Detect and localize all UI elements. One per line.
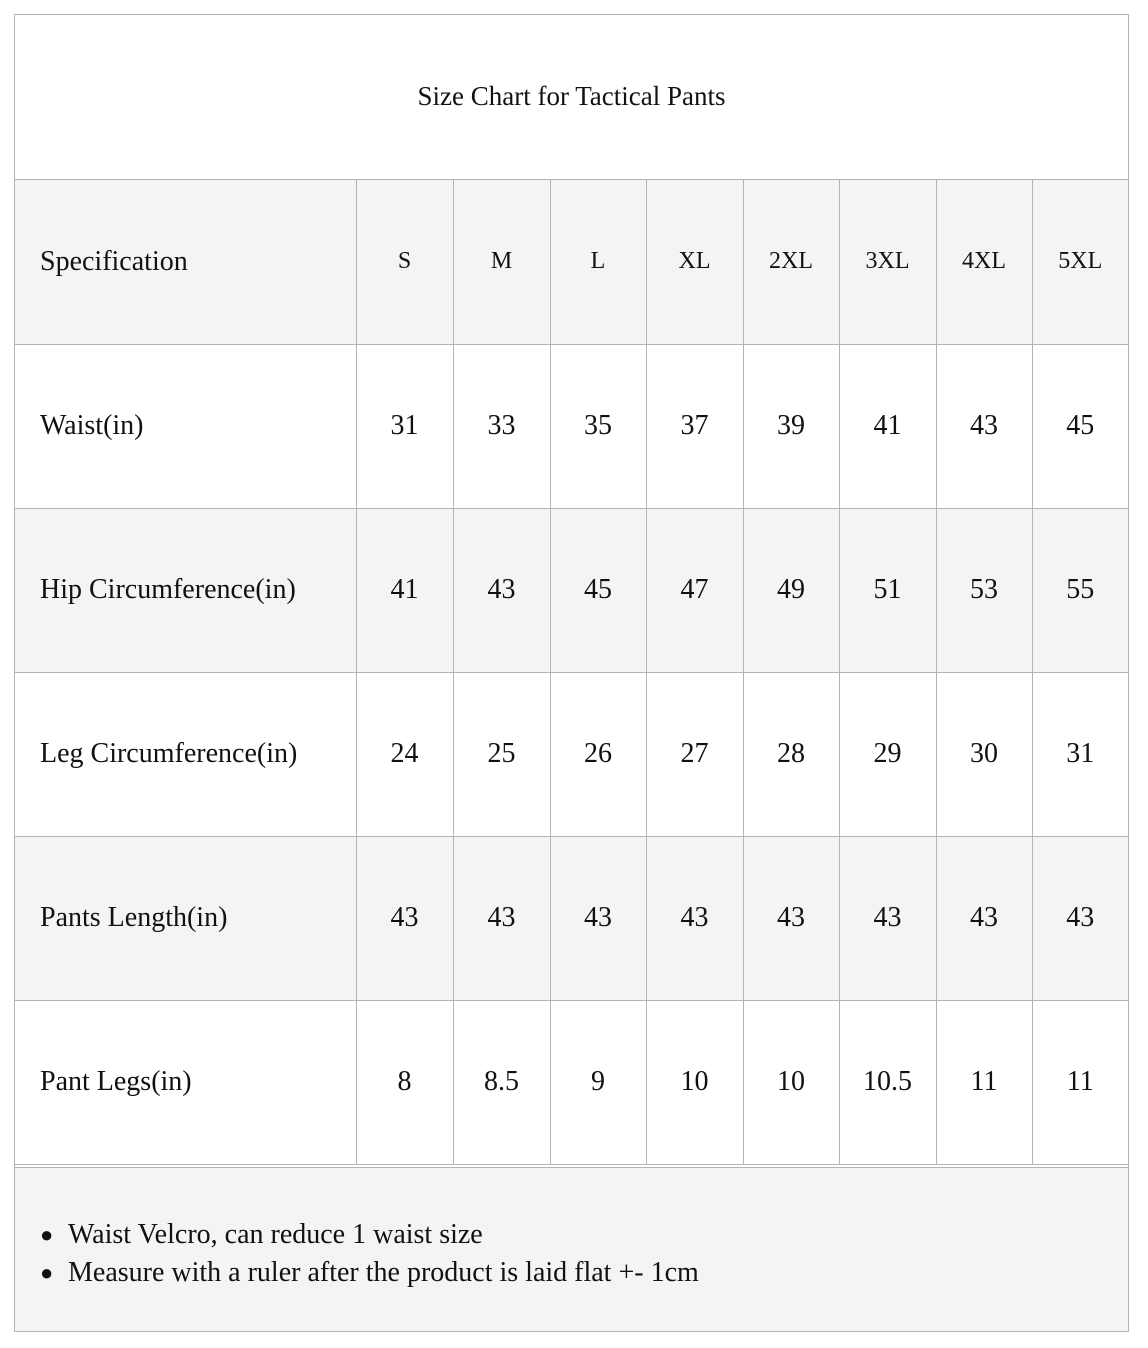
- table-row-pant-legs: [15, 1000, 1128, 1164]
- bullet-icon: ●: [40, 1260, 54, 1285]
- header-size: XL: [646, 180, 743, 344]
- table-cell: 30: [936, 672, 1032, 836]
- table-row-waist: [15, 344, 1128, 508]
- table-cell: 43: [550, 836, 646, 1000]
- table-row-hip: [15, 508, 1128, 672]
- table-cell: 29: [839, 672, 936, 836]
- chart-title: Size Chart for Tactical Pants: [15, 15, 1128, 180]
- notes-section: [15, 1167, 1128, 1331]
- table-cell: 43: [743, 836, 839, 1000]
- header-size: L: [550, 180, 646, 344]
- table-cell: 53: [936, 508, 1032, 672]
- table-cell: 43: [453, 508, 550, 672]
- table-cell: 43: [839, 836, 936, 1000]
- table-cell: 11: [936, 1000, 1032, 1164]
- notes-list: [40, 1216, 699, 1292]
- table-cell: 25: [453, 672, 550, 836]
- list-item: [40, 1216, 699, 1254]
- row-label: Hip Circumference(in): [15, 508, 356, 672]
- table-cell: 51: [839, 508, 936, 672]
- table-cell: 55: [1032, 508, 1128, 672]
- header-size: 3XL: [839, 180, 936, 344]
- table-cell: 43: [646, 836, 743, 1000]
- size-table: [15, 180, 1128, 1165]
- table-cell: 33: [453, 344, 550, 508]
- table-cell: 41: [839, 344, 936, 508]
- table-cell: 35: [550, 344, 646, 508]
- header-spec-label: Specification: [15, 180, 356, 344]
- table-cell: 10: [646, 1000, 743, 1164]
- header-size: 4XL: [936, 180, 1032, 344]
- table-cell: 43: [453, 836, 550, 1000]
- note-text: Measure with a ruler after the product is laid flat +- 1cm: [68, 1257, 699, 1288]
- table-cell: 28: [743, 672, 839, 836]
- row-label: Leg Circumference(in): [15, 672, 356, 836]
- table-cell: 31: [356, 344, 453, 508]
- table-cell: 43: [936, 344, 1032, 508]
- row-label: Pants Length(in): [15, 836, 356, 1000]
- table-cell: 8.5: [453, 1000, 550, 1164]
- table-cell: 26: [550, 672, 646, 836]
- row-label: Waist(in): [15, 344, 356, 508]
- table-cell: 41: [356, 508, 453, 672]
- table-cell: 9: [550, 1000, 646, 1164]
- table-row-length: [15, 836, 1128, 1000]
- list-item: [40, 1254, 699, 1292]
- table-cell: 10: [743, 1000, 839, 1164]
- table-cell: 45: [550, 508, 646, 672]
- table-cell: 47: [646, 508, 743, 672]
- table-cell: 10.5: [839, 1000, 936, 1164]
- table-cell: 43: [1032, 836, 1128, 1000]
- table-cell: 27: [646, 672, 743, 836]
- header-size: M: [453, 180, 550, 344]
- note-text: Waist Velcro, can reduce 1 waist size: [68, 1219, 483, 1250]
- table-cell: 37: [646, 344, 743, 508]
- table-cell: 11: [1032, 1000, 1128, 1164]
- header-size: S: [356, 180, 453, 344]
- table-cell: 43: [936, 836, 1032, 1000]
- table-row-leg: [15, 672, 1128, 836]
- size-chart: [14, 14, 1129, 1332]
- header-size: 2XL: [743, 180, 839, 344]
- row-label: Pant Legs(in): [15, 1000, 356, 1164]
- table-cell: 49: [743, 508, 839, 672]
- table-cell: 8: [356, 1000, 453, 1164]
- table-cell: 39: [743, 344, 839, 508]
- header-size: 5XL: [1032, 180, 1128, 344]
- table-cell: 24: [356, 672, 453, 836]
- table-cell: 31: [1032, 672, 1128, 836]
- table-cell: 45: [1032, 344, 1128, 508]
- bullet-icon: ●: [40, 1222, 54, 1247]
- header-row: [15, 180, 1128, 344]
- table-cell: 43: [356, 836, 453, 1000]
